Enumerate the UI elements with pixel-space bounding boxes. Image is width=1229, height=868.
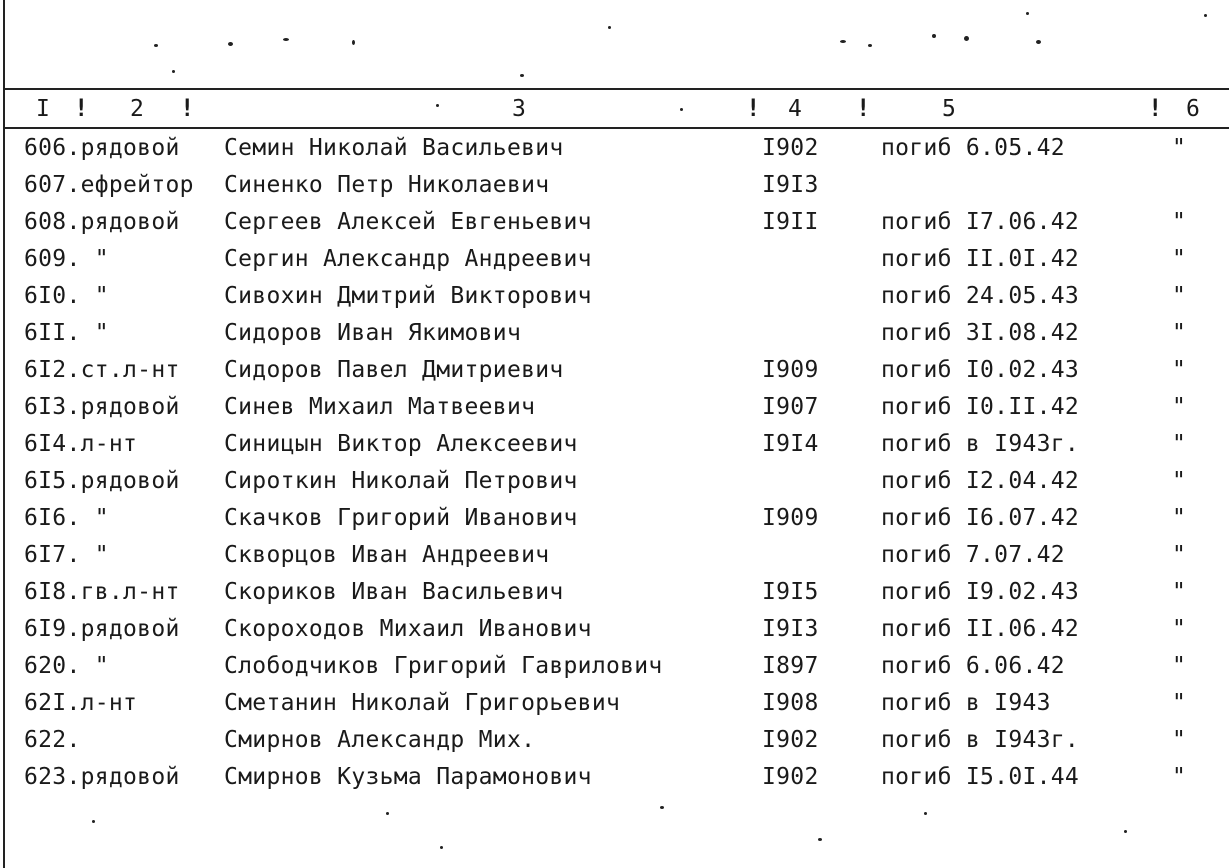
row-number-rank: 622. — [24, 727, 81, 753]
row-fate: погиб I0.02.43 — [881, 357, 1080, 383]
row-number-rank: 6I0. " — [24, 283, 109, 309]
row-ditto-mark: " — [1172, 690, 1187, 716]
row-full-name: Слободчиков Григорий Гаврилович — [224, 653, 663, 679]
row-ditto-mark: " — [1172, 542, 1187, 568]
scan-speck — [520, 74, 524, 77]
row-number-rank: 6I2.ст.л-нт — [24, 357, 180, 383]
row-ditto-mark: " — [1172, 727, 1187, 753]
row-number-rank: 6I8.гв.л-нт — [24, 579, 180, 605]
row-number-rank: 606.рядовой — [24, 135, 180, 161]
row-ditto-mark: " — [1172, 283, 1187, 309]
table-row — [0, 574, 1229, 611]
row-number-rank: 62I.л-нт — [24, 690, 138, 716]
scan-speck — [660, 806, 664, 809]
scan-speck — [92, 820, 95, 823]
table-row — [0, 500, 1229, 537]
row-fate: погиб I6.07.42 — [881, 505, 1080, 531]
row-full-name: Скачков Григорий Иванович — [224, 505, 578, 531]
scan-speck — [228, 42, 233, 46]
row-full-name: Синицын Виктор Алексеевич — [224, 431, 578, 457]
table-row — [0, 315, 1229, 352]
scan-speck — [1036, 40, 1041, 44]
row-number-rank: 6I7. " — [24, 542, 109, 568]
scan-speck — [440, 846, 443, 849]
table-row — [0, 722, 1229, 759]
scan-speck — [680, 108, 683, 111]
header-separator: ! — [74, 94, 89, 122]
row-ditto-mark: " — [1172, 468, 1187, 494]
row-fate: погиб I0.II.42 — [881, 394, 1080, 420]
row-birth-year: I9I3 — [762, 616, 819, 642]
row-ditto-mark: " — [1172, 357, 1187, 383]
table-row — [0, 685, 1229, 722]
scan-speck — [283, 38, 289, 41]
header-col-2: 2 — [130, 96, 144, 122]
table-row — [0, 537, 1229, 574]
header-col-4: 4 — [788, 96, 802, 122]
row-ditto-mark: " — [1172, 505, 1187, 531]
row-ditto-mark: " — [1172, 431, 1187, 457]
row-ditto-mark: " — [1172, 209, 1187, 235]
row-birth-year: I909 — [762, 357, 819, 383]
table-row — [0, 759, 1229, 796]
row-full-name: Смирнов Кузьма Парамонович — [224, 764, 592, 790]
scan-speck — [1204, 14, 1207, 17]
scan-speck — [932, 34, 936, 38]
row-birth-year: I908 — [762, 690, 819, 716]
row-fate: погиб 3I.08.42 — [881, 320, 1080, 346]
table-row — [0, 426, 1229, 463]
row-number-rank: 609. " — [24, 246, 109, 272]
table-top-rule — [5, 88, 1229, 90]
row-birth-year: I902 — [762, 135, 819, 161]
row-number-rank: 608.рядовой — [24, 209, 180, 235]
row-full-name: Сидоров Павел Дмитриевич — [224, 357, 564, 383]
row-fate: погиб I2.04.42 — [881, 468, 1080, 494]
row-fate: погиб в I943г. — [881, 727, 1080, 753]
row-full-name: Скориков Иван Васильевич — [224, 579, 564, 605]
header-separator: ! — [180, 94, 195, 122]
row-number-rank: 6I3.рядовой — [24, 394, 180, 420]
row-number-rank: 6I6. " — [24, 505, 109, 531]
row-ditto-mark: " — [1172, 246, 1187, 272]
row-fate: погиб I9.02.43 — [881, 579, 1080, 605]
table-row — [0, 167, 1229, 204]
row-birth-year: I9II — [762, 209, 819, 235]
row-ditto-mark: " — [1172, 579, 1187, 605]
table-row — [0, 648, 1229, 685]
row-full-name: Смирнов Александр Мих. — [224, 727, 536, 753]
scan-speck — [608, 26, 611, 29]
row-fate: погиб 6.06.42 — [881, 653, 1065, 679]
scan-speck — [352, 40, 355, 45]
header-col-5: 5 — [942, 96, 956, 122]
scan-speck — [386, 812, 389, 815]
header-separator: ! — [746, 94, 761, 122]
row-number-rank: 620. " — [24, 653, 109, 679]
row-full-name: Сметанин Николай Григорьевич — [224, 690, 621, 716]
row-ditto-mark: " — [1172, 394, 1187, 420]
row-full-name: Сидоров Иван Якимович — [224, 320, 522, 346]
row-full-name: Сивохин Дмитрий Викторович — [224, 283, 592, 309]
row-fate: погиб 7.07.42 — [881, 542, 1065, 568]
table-row — [0, 463, 1229, 500]
row-ditto-mark: " — [1172, 653, 1187, 679]
row-birth-year: I902 — [762, 764, 819, 790]
row-number-rank: 6II. " — [24, 320, 109, 346]
row-number-rank: 607.ефрейтор — [24, 172, 194, 198]
scan-speck — [868, 44, 872, 47]
header-col-6: 6 — [1186, 96, 1200, 122]
table-row — [0, 241, 1229, 278]
row-birth-year: I897 — [762, 653, 819, 679]
header-col-3: 3 — [512, 96, 526, 122]
scan-speck — [172, 70, 175, 73]
row-number-rank: 6I5.рядовой — [24, 468, 180, 494]
row-fate: погиб 6.05.42 — [881, 135, 1065, 161]
row-full-name: Скворцов Иван Андреевич — [224, 542, 550, 568]
row-ditto-mark: " — [1172, 135, 1187, 161]
row-full-name: Сироткин Николай Петрович — [224, 468, 578, 494]
row-fate: погиб II.06.42 — [881, 616, 1080, 642]
row-number-rank: 623.рядовой — [24, 764, 180, 790]
table-row — [0, 352, 1229, 389]
row-fate: погиб II.0I.42 — [881, 246, 1080, 272]
row-fate: погиб 24.05.43 — [881, 283, 1080, 309]
row-full-name: Семин Николай Васильевич — [224, 135, 564, 161]
row-birth-year: I907 — [762, 394, 819, 420]
header-separator: ! — [856, 94, 871, 122]
row-birth-year: I9I4 — [762, 431, 819, 457]
row-birth-year: I9I5 — [762, 579, 819, 605]
row-full-name: Синенко Петр Николаевич — [224, 172, 550, 198]
row-fate: погиб в I943г. — [881, 431, 1080, 457]
row-full-name: Сергин Александр Андреевич — [224, 246, 592, 272]
header-separator: ! — [1148, 94, 1163, 122]
row-birth-year: I909 — [762, 505, 819, 531]
table-row — [0, 389, 1229, 426]
scan-speck — [818, 838, 822, 841]
row-full-name: Скороходов Михаил Иванович — [224, 616, 592, 642]
header-bottom-rule — [5, 127, 1229, 129]
scan-speck — [1124, 830, 1127, 833]
header-col-1: I — [36, 96, 50, 122]
table-row — [0, 278, 1229, 315]
table-row — [0, 204, 1229, 241]
scan-speck — [964, 36, 969, 41]
row-number-rank: 6I4.л-нт — [24, 431, 138, 457]
row-fate: погиб в I943 — [881, 690, 1051, 716]
scan-speck — [154, 44, 158, 47]
row-ditto-mark: " — [1172, 616, 1187, 642]
row-fate: погиб I7.06.42 — [881, 209, 1080, 235]
row-number-rank: 6I9.рядовой — [24, 616, 180, 642]
row-ditto-mark: " — [1172, 320, 1187, 346]
row-full-name: Синев Михаил Матвеевич — [224, 394, 536, 420]
table-row — [0, 130, 1229, 167]
scan-speck — [436, 104, 439, 107]
scan-speck — [840, 40, 846, 43]
table-row — [0, 611, 1229, 648]
row-birth-year: I902 — [762, 727, 819, 753]
row-birth-year: I9I3 — [762, 172, 819, 198]
row-fate: погиб I5.0I.44 — [881, 764, 1080, 790]
row-ditto-mark: " — [1172, 764, 1187, 790]
scan-speck — [1026, 12, 1029, 15]
scan-speck — [924, 812, 927, 815]
row-full-name: Сергеев Алексей Евгеньевич — [224, 209, 592, 235]
